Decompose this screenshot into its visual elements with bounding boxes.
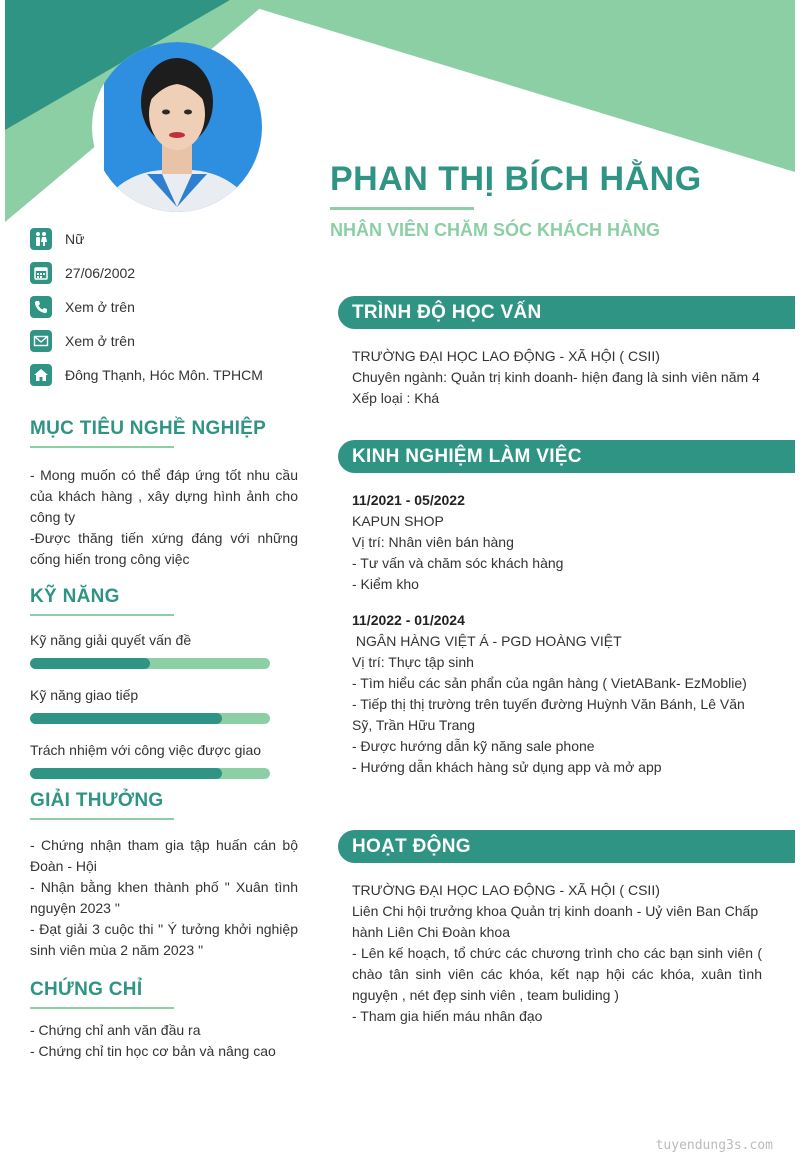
job-company: KAPUN SHOP bbox=[352, 513, 444, 529]
experience-section bbox=[352, 490, 762, 778]
job-line: - Hướng dẫn khách hàng sử dụng app và mở app bbox=[352, 759, 662, 775]
activity-line: - Tham gia hiến máu nhân đạo bbox=[352, 1008, 543, 1024]
contact-gender bbox=[30, 222, 310, 256]
education-section bbox=[352, 346, 762, 409]
address-value: Đông Thạnh, Hóc Môn. TPHCM bbox=[65, 367, 263, 383]
birthday-value: 27/06/2002 bbox=[65, 265, 136, 281]
skill-bar bbox=[30, 768, 270, 779]
phone-icon bbox=[30, 296, 52, 318]
activities-section bbox=[352, 880, 762, 1027]
objective-line: - Mong muốn có thể đáp ứng tốt nhu cầu của khách hàng , xây dựng hình ảnh cho công ty bbox=[30, 467, 298, 525]
job-title: NHÂN VIÊN CHĂM SÓC KHÁCH HÀNG bbox=[330, 220, 661, 240]
activities-header: HOẠT ĐỘNG bbox=[338, 830, 795, 863]
job-period: 11/2021 - 05/2022 bbox=[352, 492, 465, 508]
skills-underline bbox=[30, 614, 174, 616]
calendar-icon bbox=[30, 262, 52, 284]
contact-phone bbox=[30, 290, 310, 324]
job-company: NGÂN HÀNG VIỆT Á - PGD HOÀNG VIỆT bbox=[352, 633, 622, 649]
skill-bar-fill bbox=[30, 713, 222, 724]
awards-section bbox=[30, 790, 298, 961]
contact-email bbox=[30, 324, 310, 358]
experience-header: KINH NGHIỆM LÀM VIỆC bbox=[338, 440, 795, 473]
job-line: - Kiểm kho bbox=[352, 576, 419, 592]
skill-bar-fill bbox=[30, 658, 150, 669]
contact-address bbox=[30, 358, 310, 392]
skill-label: Trách nhiệm với công việc được giao bbox=[30, 742, 262, 758]
job-line: - Được hướng dẫn kỹ năng sale phone bbox=[352, 738, 595, 754]
home-icon bbox=[30, 364, 52, 386]
job-line: Vị trí: Thực tập sinh bbox=[352, 654, 474, 670]
skill-label: Kỹ năng giao tiếp bbox=[30, 687, 139, 703]
profile-photo bbox=[92, 42, 262, 212]
skill-bar-fill bbox=[30, 768, 222, 779]
contact-birthday bbox=[30, 256, 310, 290]
email-icon bbox=[30, 330, 52, 352]
skill-bar bbox=[30, 658, 270, 669]
job-line: - Tư vấn và chăm sóc khách hàng bbox=[352, 555, 564, 571]
certificates-title: CHỨNG CHỈ bbox=[30, 979, 143, 1000]
objective-line: -Được thăng tiến xứng đáng với những cống hiến trong công việc bbox=[30, 530, 298, 567]
job-period: 11/2022 - 01/2024 bbox=[352, 612, 465, 628]
objective-underline bbox=[30, 446, 174, 448]
email-value: Xem ở trên bbox=[65, 333, 135, 349]
certificate-line: - Chứng chỉ anh văn đầu ra bbox=[30, 1022, 201, 1038]
education-line: Xếp loại : Khá bbox=[352, 390, 440, 406]
gender-icon bbox=[30, 228, 52, 250]
objective-section bbox=[30, 418, 298, 570]
awards-underline bbox=[30, 818, 174, 820]
objective-title: MỤC TIÊU NGHỀ NGHIỆP bbox=[30, 418, 267, 439]
education-header: TRÌNH ĐỘ HỌC VẤN bbox=[338, 296, 795, 329]
education-line: TRƯỜNG ĐẠI HỌC LAO ĐỘNG - XÃ HỘI ( CSII) bbox=[352, 348, 660, 364]
activity-line: - Lên kế hoạch, tổ chức các chương trình cho các bạn sinh viên ( chào tân sinh viên các khóa, kết nạp hội các khóa, xuân tình nguyện , nét đẹp sinh viên , team buliding ) bbox=[352, 945, 762, 1003]
phone-value: Xem ở trên bbox=[65, 299, 135, 315]
skill-label: Kỹ năng giải quyết vấn đề bbox=[30, 632, 192, 648]
skills-title: KỸ NĂNG bbox=[30, 586, 120, 607]
education-line: Chuyên ngành: Quản trị kinh doanh- hiện đang là sinh viên năm 4 bbox=[352, 369, 760, 385]
activity-line: TRƯỜNG ĐẠI HỌC LAO ĐỘNG - XÃ HỘI ( CSII) bbox=[352, 882, 660, 898]
awards-title: GIẢI THƯỞNG bbox=[30, 790, 164, 811]
watermark: tuyendung3s.com bbox=[655, 1138, 773, 1153]
name-underline bbox=[330, 207, 474, 210]
award-line: - Đạt giải 3 cuộc thi " Ý tưởng khởi nghiệp sinh viên mùa 2 năm 2023 " bbox=[30, 921, 298, 958]
job-line: - Tìm hiểu các sản phẩn của ngân hàng ( VietABank- EzMoblie) bbox=[352, 675, 747, 691]
skills-section bbox=[30, 586, 298, 795]
job-line: Vị trí: Nhân viên bán hàng bbox=[352, 534, 514, 550]
activity-line: Liên Chi hội trưởng khoa Quản trị kinh doanh - Uỷ viên Ban Chấp hành Liên Chi Đoàn khoa bbox=[352, 903, 759, 940]
certificate-line: - Chứng chỉ tin học cơ bản và nâng cao bbox=[30, 1043, 276, 1059]
gender-value: Nữ bbox=[65, 231, 85, 247]
job-line: - Tiếp thị thị trường trên tuyến đường Huỳnh Văn Bánh, Lê Văn Sỹ, Trần Hữu Trang bbox=[352, 696, 745, 733]
award-line: - Nhận bằng khen thành phố " Xuân tình nguyện 2023 " bbox=[30, 879, 298, 916]
certificates-underline bbox=[30, 1007, 174, 1009]
candidate-name: PHAN THỊ BÍCH HẰNG bbox=[330, 160, 702, 198]
contact-list bbox=[30, 222, 310, 392]
award-line: - Chứng nhận tham gia tập huấn cán bộ Đoàn - Hội bbox=[30, 837, 298, 874]
certificates-section bbox=[30, 979, 298, 1062]
skill-bar bbox=[30, 713, 270, 724]
